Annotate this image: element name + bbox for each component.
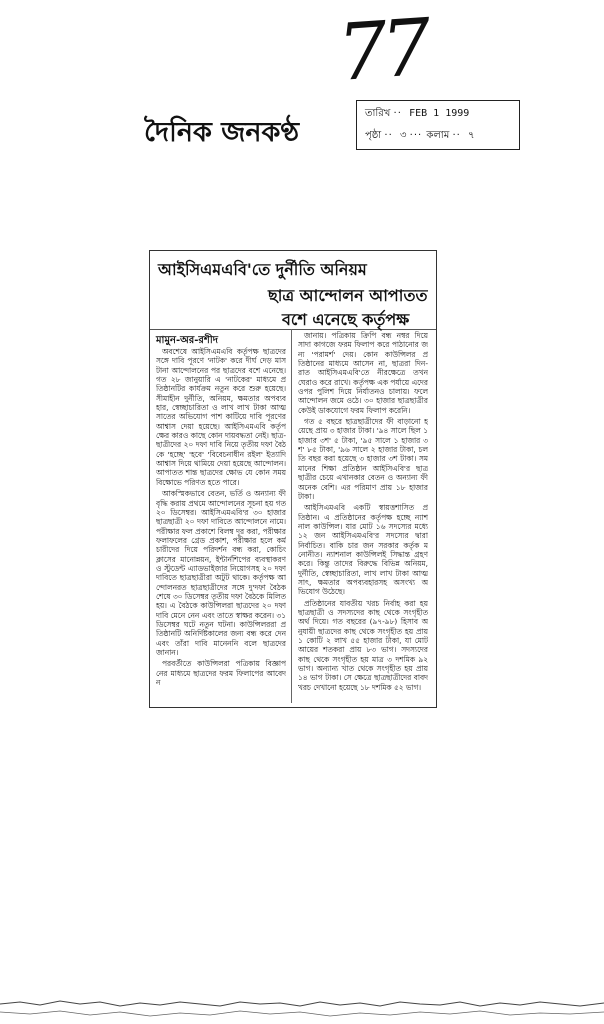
stamp-dots: ···	[409, 130, 427, 141]
stamp-date-value: FEB 1 1999	[409, 108, 470, 119]
right-paragraph: জানায়। পত্রিকায় ক্রিপি বন্ধ নম্বর দিয়ে সাদা কাগজে ফরম ফিলাপ করে পাঠানোর জন্য 'পরামর্শ' দেয়। কোন কাউন্সিলর প্রতিষ্ঠানের মাধ্যমে আসেন না, ছাত্ররা দিন-রাত আইসিএমএবি'তে নীরক্ষেত্রে তখন ঘেরাও করে রাখে। কর্তৃপক্ষ এক পর্যায়ে এদের ওপর পুলিশ দিয়ে নির্যাতনও চালায়। ফলে আন্দোলন জমে ওঠে। ৩০ হাজার ছাত্রছাত্রীর কেউই ডাকযোগে ফরম ফিলাপ করেনি।	[298, 331, 428, 415]
stamp-dots: ··	[384, 130, 393, 141]
newspaper-masthead: দৈনিক জনকণ্ঠ	[144, 117, 300, 148]
stamp-page-value: ৩	[399, 130, 407, 141]
stamp-page-row	[365, 128, 475, 145]
right-paragraph: প্রতিষ্ঠানের যাবতীয় খরচ নির্বাহ করা হয় ছাত্রছাত্রী ও সদস্যদের কাছ থেকে সংগৃহীত অর্থ দিয়ে। গত বছরের (৯৭-৯৮) হিসাব অনুযায়ী ছাত্রদের কাছ থেকে সংগৃহীত হয় প্রায় ১ কোটি ২ লাখ ৫৫ হাজার টাকা, যা মোট আয়ের শতকরা প্রায় ৮৩ ভাগ। সদস্যদের কাছ থেকে সংগৃহীত হয় মাত্র ৩ দশমিক ৯২ ভাগ। অন্যান্য খাত থেকে সংগৃহীত হয় প্রায় ১৪ ভাগ টাকা। সে ক্ষেত্রে ছাত্রছাত্রীদের বাবদ খরচ দেখানো হয়েছে ১৮ দশমিক ৫২ ভাগ।	[298, 598, 428, 692]
article-column-right	[298, 331, 428, 703]
headline-line-2: ছাত্র আন্দোলন আপাতত	[268, 286, 428, 305]
left-paragraph: পরবর্তীতে কাউন্সিলরা পত্রিকায় বিজ্ঞাপনের মাধ্যমে ছাত্রদের ফরম ফিলাপের আবেদন	[156, 659, 286, 688]
left-paragraph: আকস্মিকভাবে বেতন, ভর্তি ও অন্যান্য ফী বৃদ্ধি করায় প্রথমে আন্দোলনের সূচনা হয় গত ২০ ডিসেম্বর। আইসিএমএবি'র ৩০ হাজার ছাত্রছাত্রী ২০ দফা দাবিতে আন্দোলনে নামে। পরীক্ষার ফল প্রকাশে বিলম্ব দূর করা, পরীক্ষার ফলাফলের গ্রেড প্রকাশ, পরীক্ষার হলে কর্মচারীদের দিয়ে পরিদর্শন বন্ধ করা, কোচিং ক্লাসের মানোন্নয়ন, ইন্টার্নশিপের ব্যবস্থাকরণ ও স্টুডেন্ট এ্যাডভাইজার নিয়োগসহ ২০ দফা দাবিতে ছাত্রছাত্রীরা অটুট থাকে। কর্তৃপক্ষ আন্দোলনরত ছাত্রছাত্রীদের সঙ্গে দু'দফা বৈঠক শেষে ৩০ ডিসেম্বর তৃতীয় দফা বৈঠকে মিলিত হয়। এ বৈঠকে কাউন্সিলরা ছাত্রদের ২০ দফা দাবি মেনে নেন এবং তাতে স্বাক্ষর করেন। ৩১ ডিসেম্বর ঘটে নতুন ঘটনা। কাউন্সিলররা প্রতিষ্ঠানটি অনির্দিষ্টকালের জন্য বন্ধ করে দেন এবং তাঁরা দাবি মানেননি বলে ছাত্রদের জানান।	[156, 489, 286, 657]
stamp-dots: ··	[393, 108, 402, 119]
stamp-date-row	[365, 106, 469, 123]
article-byline: মামুন-অর-রশীদ	[156, 335, 218, 346]
stamp-date-label: তারিখ	[365, 108, 391, 119]
article-headline	[150, 253, 436, 330]
stamp-column-label: কলাম	[426, 130, 450, 141]
left-paragraph: অবশেষে আইসিএমএবি কর্তৃপক্ষ ছাত্রদের সঙ্গে দাবি পূরণে 'নাটক' করে দীর্ঘ দেড় মাস টানা আন্দোলনের পর ছাত্রদের বশে এনেছে। গত ২৮ জানুয়ারি এ 'নাটকের' মাধ্যমে প্রতিষ্ঠানটির কার্যক্রম নতুন করে শুরু হয়েছে। সীমাহীন দুর্নীতি, অনিয়ম, ক্ষমতার অপব্যবহার, স্বেচ্ছাচারিতা ও লাখ লাখ টাকা আত্মসাতের অভিযোগ পাশ কাটিয়ে দাবি পূরণের আশ্বাস দেয়া হয়েছে। আইসিএমএবি কর্তৃপক্ষের কারও কাছে কোন দায়বদ্ধতা নেই। ছাত্র-ছাত্রীদের ২০ দফা দাবি নিয়ে তৃতীয় দফা বৈঠকে 'হচ্ছে' 'হবে' 'বিবেচনাধীন রইল' ইত্যাদি আশ্বাস দিয়ে থামিয়ে দেয়া হয়েছে আন্দোলন। আপাতত শান্ত ছাত্রদের ক্ষোভ যে কোন সময় বিক্ষোভে পরিণত হতে পারে।	[156, 347, 286, 487]
right-paragraph: আইসিএমএবি একটি স্বায়ত্তশাসিত প্রতিষ্ঠান। এ প্রতিষ্ঠানের কর্তৃপক্ষ হচ্ছে ন্যাশনাল কাউন্সিল। যার মোট ১৬ সদস্যের মধ্যে ১২ জন আইসিএমএবি'র সদস্যের দ্বারা নির্বাচিত। বাকি চার জন সরকার কর্তৃক মনোনীত। ন্যাশনাল কাউন্সিলই সিদ্ধান্ত গ্রহণ করে। কিন্তু তাদের বিরুদ্ধে বিভিন্ন অনিয়ম, দুর্নীতি, স্বেচ্ছাচারিতা, লাখ লাখ টাকা আত্মসাৎ, ক্ষমতার অপব্যবহারসহ অসংখ্য অভিযোগ উঠেছে।	[298, 503, 428, 597]
right-paragraph: গত ৫ বছরে ছাত্রছাত্রীদের ফী বাড়ানো হয়েছে প্রায় ৩ হাজার টাকা। '৯৪ সালে ছিল ১ হাজার ৩শ' ৫ টাকা, '৯৫ সালে ১ হাজার ৩শ' ৮৫ টাকা, '৯৬ সালে ২ হাজার টাকা, চলতি বছর করা হয়েছে ৩ হাজার ৩শ টাকা। সমমানের শিক্ষা প্রতিষ্ঠান আইসিএবি'র ছাত্রছাত্রীর চেয়ে এখানকার বেতন ও অন্যান্য ফী অনেক বেশি। এর পরিমাণ প্রায় ১৮ হাজার টাকা।	[298, 417, 428, 501]
stamp-page-label: পৃষ্ঠা	[365, 130, 382, 141]
headline-line-3: বশে এনেছে কর্তৃপক্ষ	[282, 310, 410, 329]
page-number: 77	[334, 3, 429, 99]
stamp-column-value: ৭	[468, 130, 475, 141]
newspaper-clipping	[149, 250, 437, 708]
column-divider	[291, 329, 292, 703]
stamp-dots: ··	[452, 130, 461, 141]
article-column-left	[156, 347, 286, 701]
torn-page-edge	[0, 990, 604, 1024]
headline-line-1: আইসিএমএবি'তে দুর্নীতি অনিয়ম	[158, 260, 367, 279]
archive-stamp	[356, 100, 520, 150]
